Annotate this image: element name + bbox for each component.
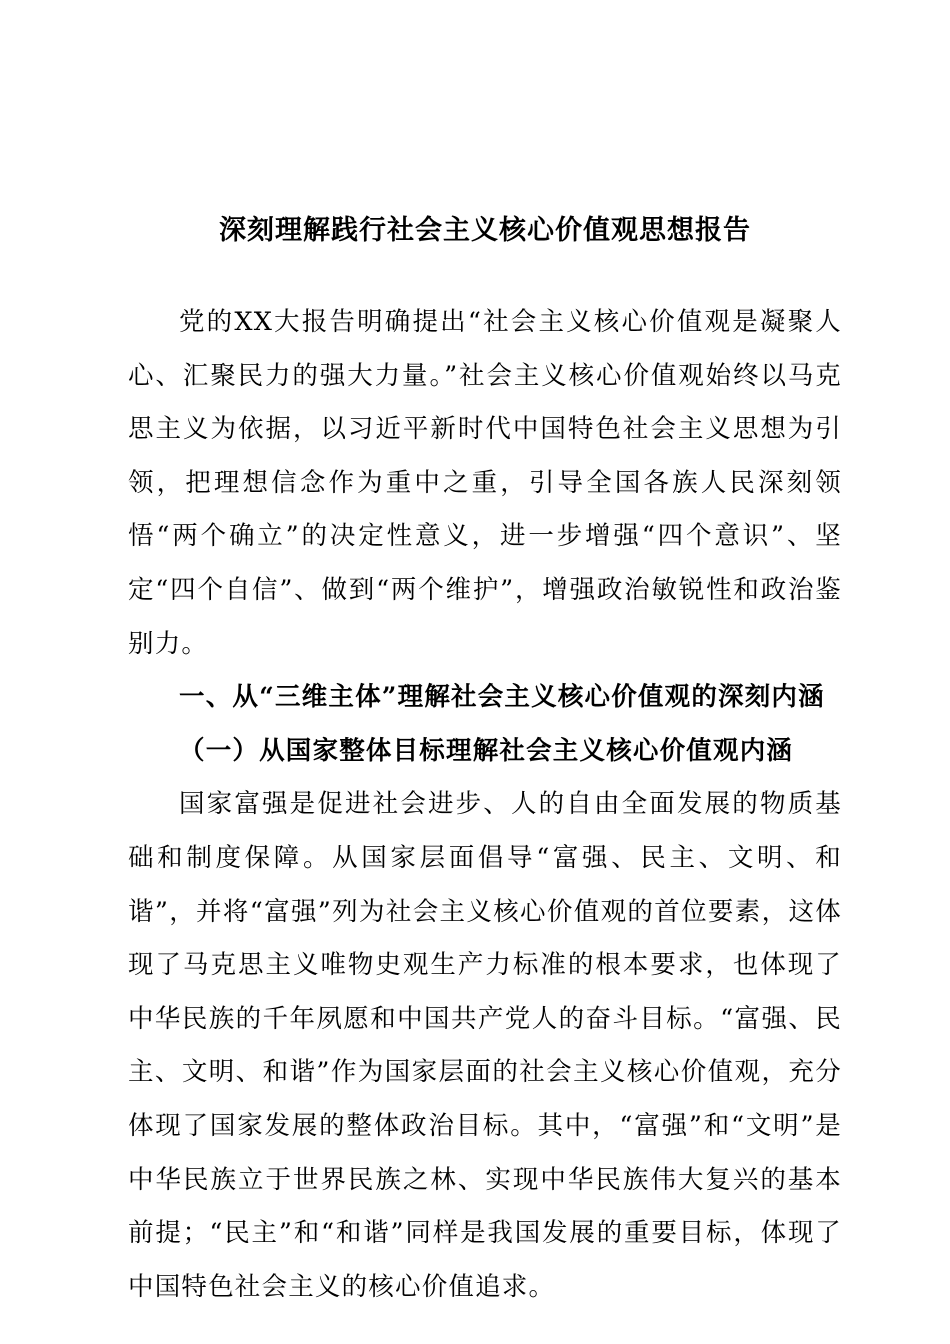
intro-paragraph: 党的XX大报告明确提出“社会主义核心价值观是凝聚人心、汇聚民力的强大力量。”社会主义核心价值观始终以马克思主义为依据，以习近平新时代中国特色社会主义思想为引领，把理想信念作为重中之重，引导全国各族人民深刻领悟“两个确立”的决定性意义，进一步增强“四个意识”、坚定“四个自信”、做到“两个维护”，增强政治敏锐性和政治鉴别力。 [128,307,842,659]
document-title: 深刻理解践行社会主义核心价值观思想报告 [219,215,751,246]
section-heading-1: 一、从“三维主体”理解社会主义核心价值观的深刻内涵 [179,682,825,713]
subsection-heading-1: （一）从国家整体目标理解社会主义核心价值观内涵 [179,735,794,766]
subsection-1-paragraph: 国家富强是促进社会进步、人的自由全面发展的物质基础和制度保障。从国家层面倡导“富强、民主、文明、和谐”，并将“富强”列为社会主义核心价值观的首位要素，这体现了马克思主义唯物史观生产力标准的根本要求，也体现了中华民族的千年夙愿和中国共产党人的奋斗目标。“富强、民主、文明、和谐”作为国家层面的社会主义核心价值观，充分体现了国家发展的整体政治目标。其中，“富强”和“文明”是中华民族立于世界民族之林、实现中华民族伟大复兴的基本前提；“民主”和“和谐”同样是我国发展的重要目标，体现了中国特色社会主义的核心价值追求。 [128,789,842,1302]
document-body [128,210,842,1314]
